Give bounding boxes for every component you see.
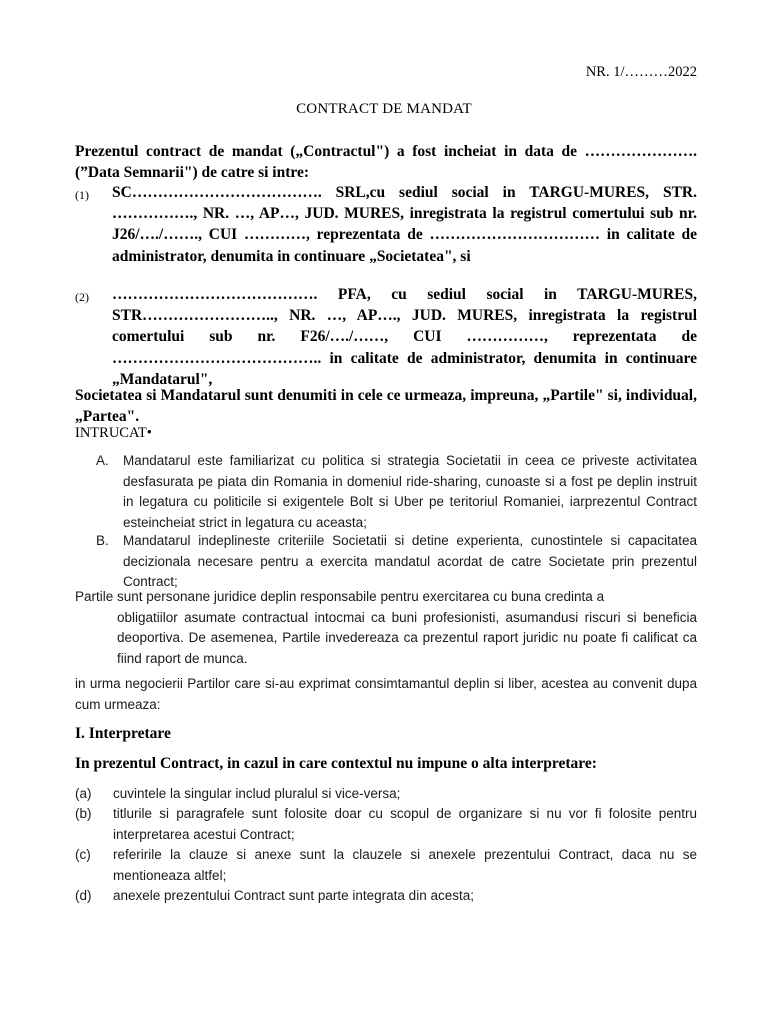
- definition-item-c-label: (c): [75, 847, 91, 862]
- section-heading: I. Interpretare: [75, 725, 171, 742]
- negotiation-paragraph: in urma negocierii Partilor care si-au exprimat consimtamantul deplin si liber, acestea au convenit dupa cum urmeaza:: [75, 676, 697, 712]
- definition-item-d-label: (d): [75, 888, 92, 903]
- recital-b-text: Mandatarul indeplineste criteriile Societatii si detine experienta, cunostintele si capacitatea decizionala necesare pentru a exercita mandatul acordat de catre Societate prin prezentul Contract;: [123, 533, 697, 590]
- parties-responsibility-paragraph: [75, 587, 697, 669]
- intrucat-label: INTRUCAT•: [75, 425, 152, 441]
- definition-item-b-text: titlurile si paragrafele sunt folosite doar cu scopul de organizare si nu vor fi folosite pentru interpretarea acestui Contract;: [113, 806, 697, 842]
- party-1-number: (1): [75, 188, 89, 202]
- section-subheading: In prezentul Contract, in cazul in care contextul nu impune o alta interpretare:: [75, 755, 597, 772]
- party-2-number: (2): [75, 290, 89, 304]
- intro-paragraph: Prezentul contract de mandat („Contractul") a fost incheiat in data de ………………….(”Data Semnarii") de catre si intre:: [75, 143, 697, 182]
- parties-responsibility-first-line: Partile sunt personane juridice deplin responsabile pentru exercitarea cu buna credinta a: [75, 589, 605, 604]
- contract-number: NR. 1/………2022: [585, 64, 697, 80]
- party-1-text: SC………………………………. SRL,cu sediul social in TARGU-MURES, STR. ……………., NR. …, AP…, JUD. MURES, inregistrata la registrul comertului sub nr. J26/…./……., CUI …………, reprezentata de …………………………… in calitate de administrator, denumita in continuare „Societatea", si: [112, 184, 697, 265]
- party-2-text: …………………………………. PFA, cu sediul social in TARGU-MURES, STR…………………….., NR. …, AP…., JUD. MURES, inregistrata la registrul comertului sub nr. F26/…./……, CUI ……………, reprezentata de ………………………………….. in calitate de administrator, denumita in continuare „Mandatarul",: [112, 286, 697, 388]
- recital-a-label: A.: [96, 453, 109, 468]
- recital-b-label: B.: [96, 533, 109, 548]
- parties-definition: Societatea si Mandatarul sunt denumiti in cele ce urmeaza, impreuna, „Partile" si, individual, „Partea".: [75, 387, 697, 426]
- recital-a-text: Mandatarul este familiarizat cu politica si strategia Societatii in ceea ce priveste activitatea desfasurata pe piata din Romania in domeniul ride-sharing, cunoaste si a fost pe deplin instruit in legatura cu politicile si exigentele Bolt si Uber pe teritoriul Romaniei, iarprezentul Contract esteincheiat strict in legatura cu aceasta;: [123, 453, 697, 530]
- definition-item-a-text: cuvintele la singular includ pluralul si vice-versa;: [113, 786, 401, 801]
- definition-item-a-label: (a): [75, 786, 92, 801]
- parties-responsibility-rest: obligatiilor asumate contractual intocmai ca buni profesionisti, asumandusi riscuri si beneficia deoportiva. De asemenea, Partile invedereaza ca prezentul raport juridic nu poate fi calificat ca fiind raport de munca.: [117, 609, 697, 666]
- definition-item-c-text: referirile la clauze si anexe sunt la clauzele si anexele prezentului Contract, daca nu se mentioneaza altfel;: [113, 847, 697, 883]
- document-title: CONTRACT DE MANDAT: [296, 101, 472, 117]
- definition-item-b-label: (b): [75, 806, 92, 821]
- definition-item-d-text: anexele prezentului Contract sunt parte integrata din acesta;: [113, 888, 474, 903]
